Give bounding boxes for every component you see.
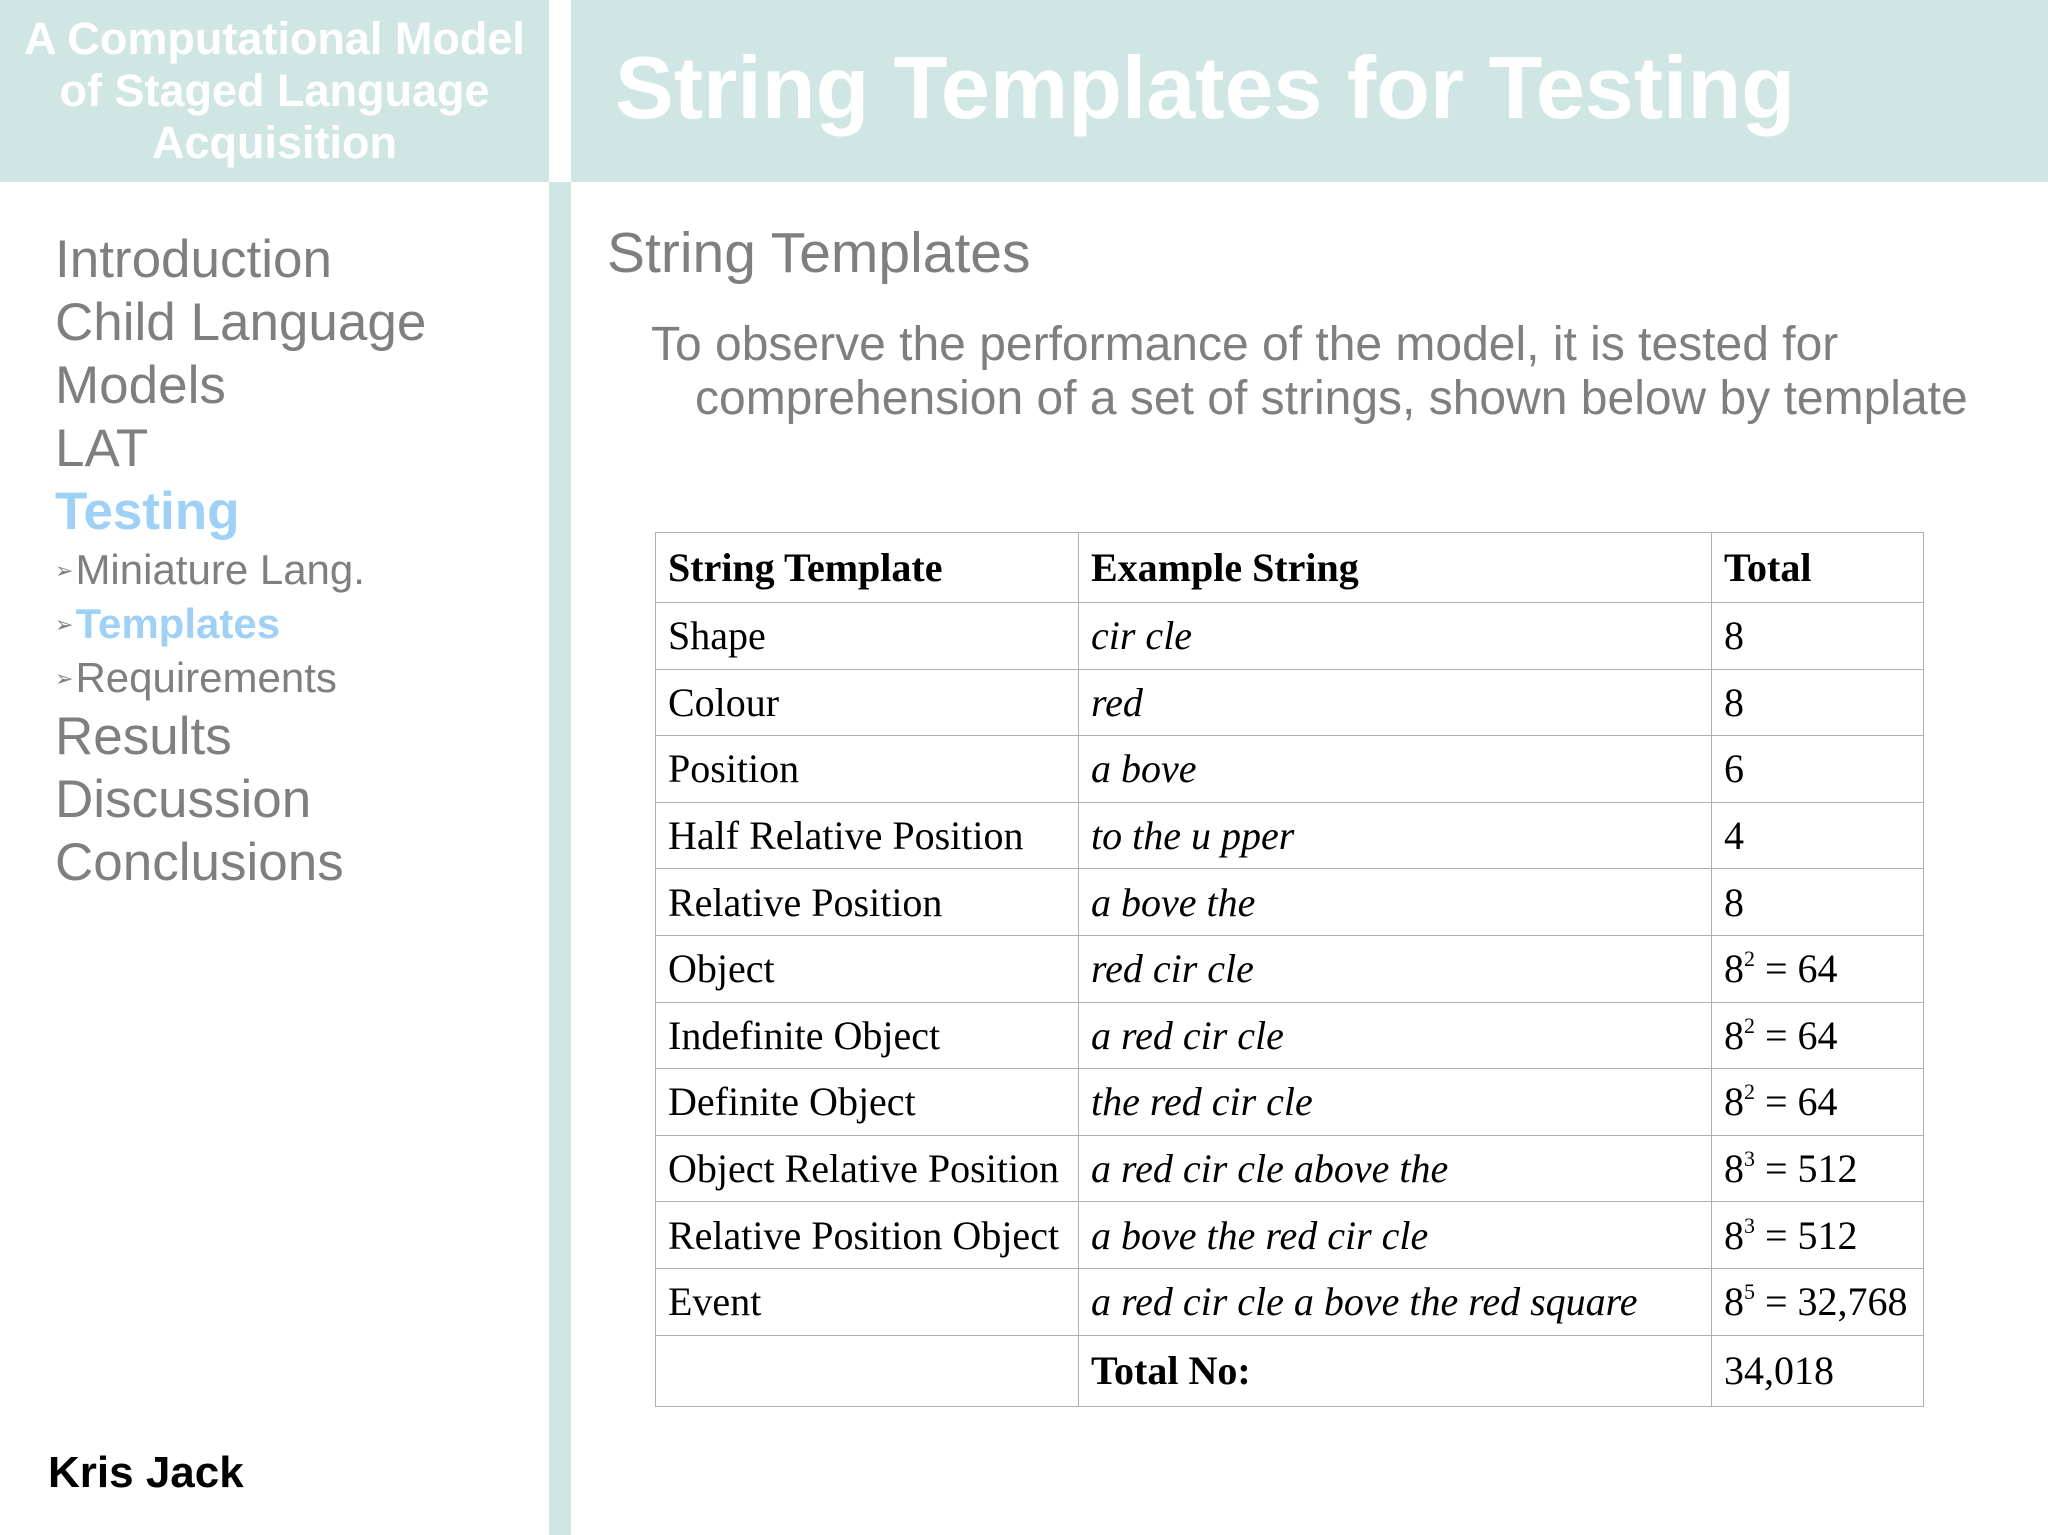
total-base: 8	[1724, 613, 1744, 659]
cell-template: Position	[656, 736, 1079, 803]
bullet-arrow-icon: ➢	[55, 666, 74, 691]
presentation-title: A Computational Model of Staged Language Acquisition	[24, 13, 525, 168]
nav-subitem-label: Templates	[75, 600, 281, 647]
nav-item-models[interactable]: Models	[55, 356, 226, 415]
total-base: 4	[1724, 813, 1744, 859]
nav-item-lat[interactable]: LAT	[55, 419, 149, 478]
table-row	[656, 1069, 1924, 1136]
total-label: Total No:	[1079, 1335, 1712, 1406]
total-base: 8	[1724, 946, 1744, 992]
nav-subitem-templates[interactable]	[55, 597, 426, 651]
total-base: 8	[1724, 879, 1744, 925]
cell-template: Indefinite Object	[656, 1002, 1079, 1069]
cell-total	[1712, 736, 1924, 803]
vertical-divider	[549, 182, 571, 1535]
cell-template: Relative Position	[656, 869, 1079, 936]
table-row	[656, 1268, 1924, 1335]
cell-template: Definite Object	[656, 1069, 1079, 1136]
total-result: = 512	[1755, 1146, 1858, 1192]
cell-example: a red cir cle above the	[1079, 1135, 1712, 1202]
cell-total	[1712, 802, 1924, 869]
nav-subitem-miniature-lang[interactable]	[55, 543, 426, 597]
cell-total	[1712, 669, 1924, 736]
author-name: Kris Jack	[48, 1448, 244, 1497]
sidebar-nav	[55, 228, 426, 894]
cell-template: Relative Position Object	[656, 1202, 1079, 1269]
total-exponent: 2	[1744, 1012, 1755, 1038]
cell-template: Shape	[656, 603, 1079, 670]
total-base: 8	[1724, 1279, 1744, 1325]
cell-total	[1712, 1069, 1924, 1136]
total-base: 8	[1724, 679, 1744, 725]
total-base: 8	[1724, 1146, 1744, 1192]
cell-example: to the u pper	[1079, 802, 1712, 869]
slide-title: String Templates for Testing	[615, 38, 1795, 137]
cell-total	[1712, 1268, 1924, 1335]
column-header-total: Total	[1712, 533, 1924, 603]
string-templates-table	[655, 532, 1924, 1407]
table-row	[656, 603, 1924, 670]
table-row	[656, 1202, 1924, 1269]
nav-subitem-label: Requirements	[75, 654, 337, 701]
total-result: = 64	[1755, 1079, 1838, 1125]
cell-total	[1712, 869, 1924, 936]
bullet-arrow-icon: ➢	[55, 612, 74, 637]
nav-item-child-language[interactable]: Child Language	[55, 293, 427, 352]
total-base: 8	[1724, 1079, 1744, 1125]
cell-template: Colour	[656, 669, 1079, 736]
table-row	[656, 869, 1924, 936]
total-result: = 64	[1755, 946, 1838, 992]
nav-item-testing[interactable]: Testing	[55, 482, 240, 541]
cell-example: a red cir cle	[1079, 1002, 1712, 1069]
total-exponent: 5	[1744, 1279, 1755, 1305]
total-exponent: 2	[1744, 1079, 1755, 1105]
cell-template: Half Relative Position	[656, 802, 1079, 869]
sidebar-header	[0, 0, 549, 182]
total-base: 8	[1724, 1012, 1744, 1058]
description-paragraph: To observe the performance of the model, it is tested for comprehension of a set of strings, shown below by template	[651, 318, 1968, 425]
nav-item-conclusions[interactable]: Conclusions	[55, 833, 344, 892]
cell-example: a bove the red cir cle	[1079, 1202, 1712, 1269]
table-row	[656, 1135, 1924, 1202]
cell-example: cir cle	[1079, 603, 1712, 670]
cell-template: Event	[656, 1268, 1079, 1335]
cell-total	[1712, 1002, 1924, 1069]
nav-item-discussion[interactable]: Discussion	[55, 770, 312, 829]
cell-total	[1712, 1135, 1924, 1202]
total-base: 8	[1724, 1212, 1744, 1258]
nav-subitem-label: Miniature Lang.	[75, 546, 365, 593]
column-header-example: Example String	[1079, 533, 1712, 603]
cell-template: Object Relative Position	[656, 1135, 1079, 1202]
cell-template: Object	[656, 935, 1079, 1002]
total-value: 34,018	[1712, 1335, 1924, 1406]
total-exponent: 2	[1744, 946, 1755, 972]
cell-empty	[656, 1335, 1079, 1406]
table-row	[656, 802, 1924, 869]
total-result: = 64	[1755, 1012, 1838, 1058]
total-exponent: 3	[1744, 1146, 1755, 1172]
cell-total	[1712, 935, 1924, 1002]
table-row	[656, 736, 1924, 803]
nav-item-results[interactable]: Results	[55, 707, 232, 766]
nav-subitem-requirements[interactable]	[55, 651, 426, 705]
total-result: = 512	[1755, 1212, 1858, 1258]
cell-total	[1712, 603, 1924, 670]
nav-item-introduction[interactable]: Introduction	[55, 230, 332, 289]
table-header-row	[656, 533, 1924, 603]
table-footer-row	[656, 1335, 1924, 1406]
cell-example: red cir cle	[1079, 935, 1712, 1002]
table-row	[656, 669, 1924, 736]
table-row	[656, 1002, 1924, 1069]
cell-example: a bove	[1079, 736, 1712, 803]
total-exponent: 3	[1744, 1212, 1755, 1238]
bullet-arrow-icon: ➢	[55, 558, 74, 583]
cell-example: a bove the	[1079, 869, 1712, 936]
cell-example: red	[1079, 669, 1712, 736]
section-subtitle: String Templates	[607, 221, 1031, 285]
table-row	[656, 935, 1924, 1002]
total-base: 6	[1724, 746, 1744, 792]
cell-total	[1712, 1202, 1924, 1269]
cell-example: the red cir cle	[1079, 1069, 1712, 1136]
total-result: = 32,768	[1755, 1279, 1908, 1325]
slide-header	[571, 0, 2048, 182]
cell-example: a red cir cle a bove the red square	[1079, 1268, 1712, 1335]
column-header-template: String Template	[656, 533, 1079, 603]
